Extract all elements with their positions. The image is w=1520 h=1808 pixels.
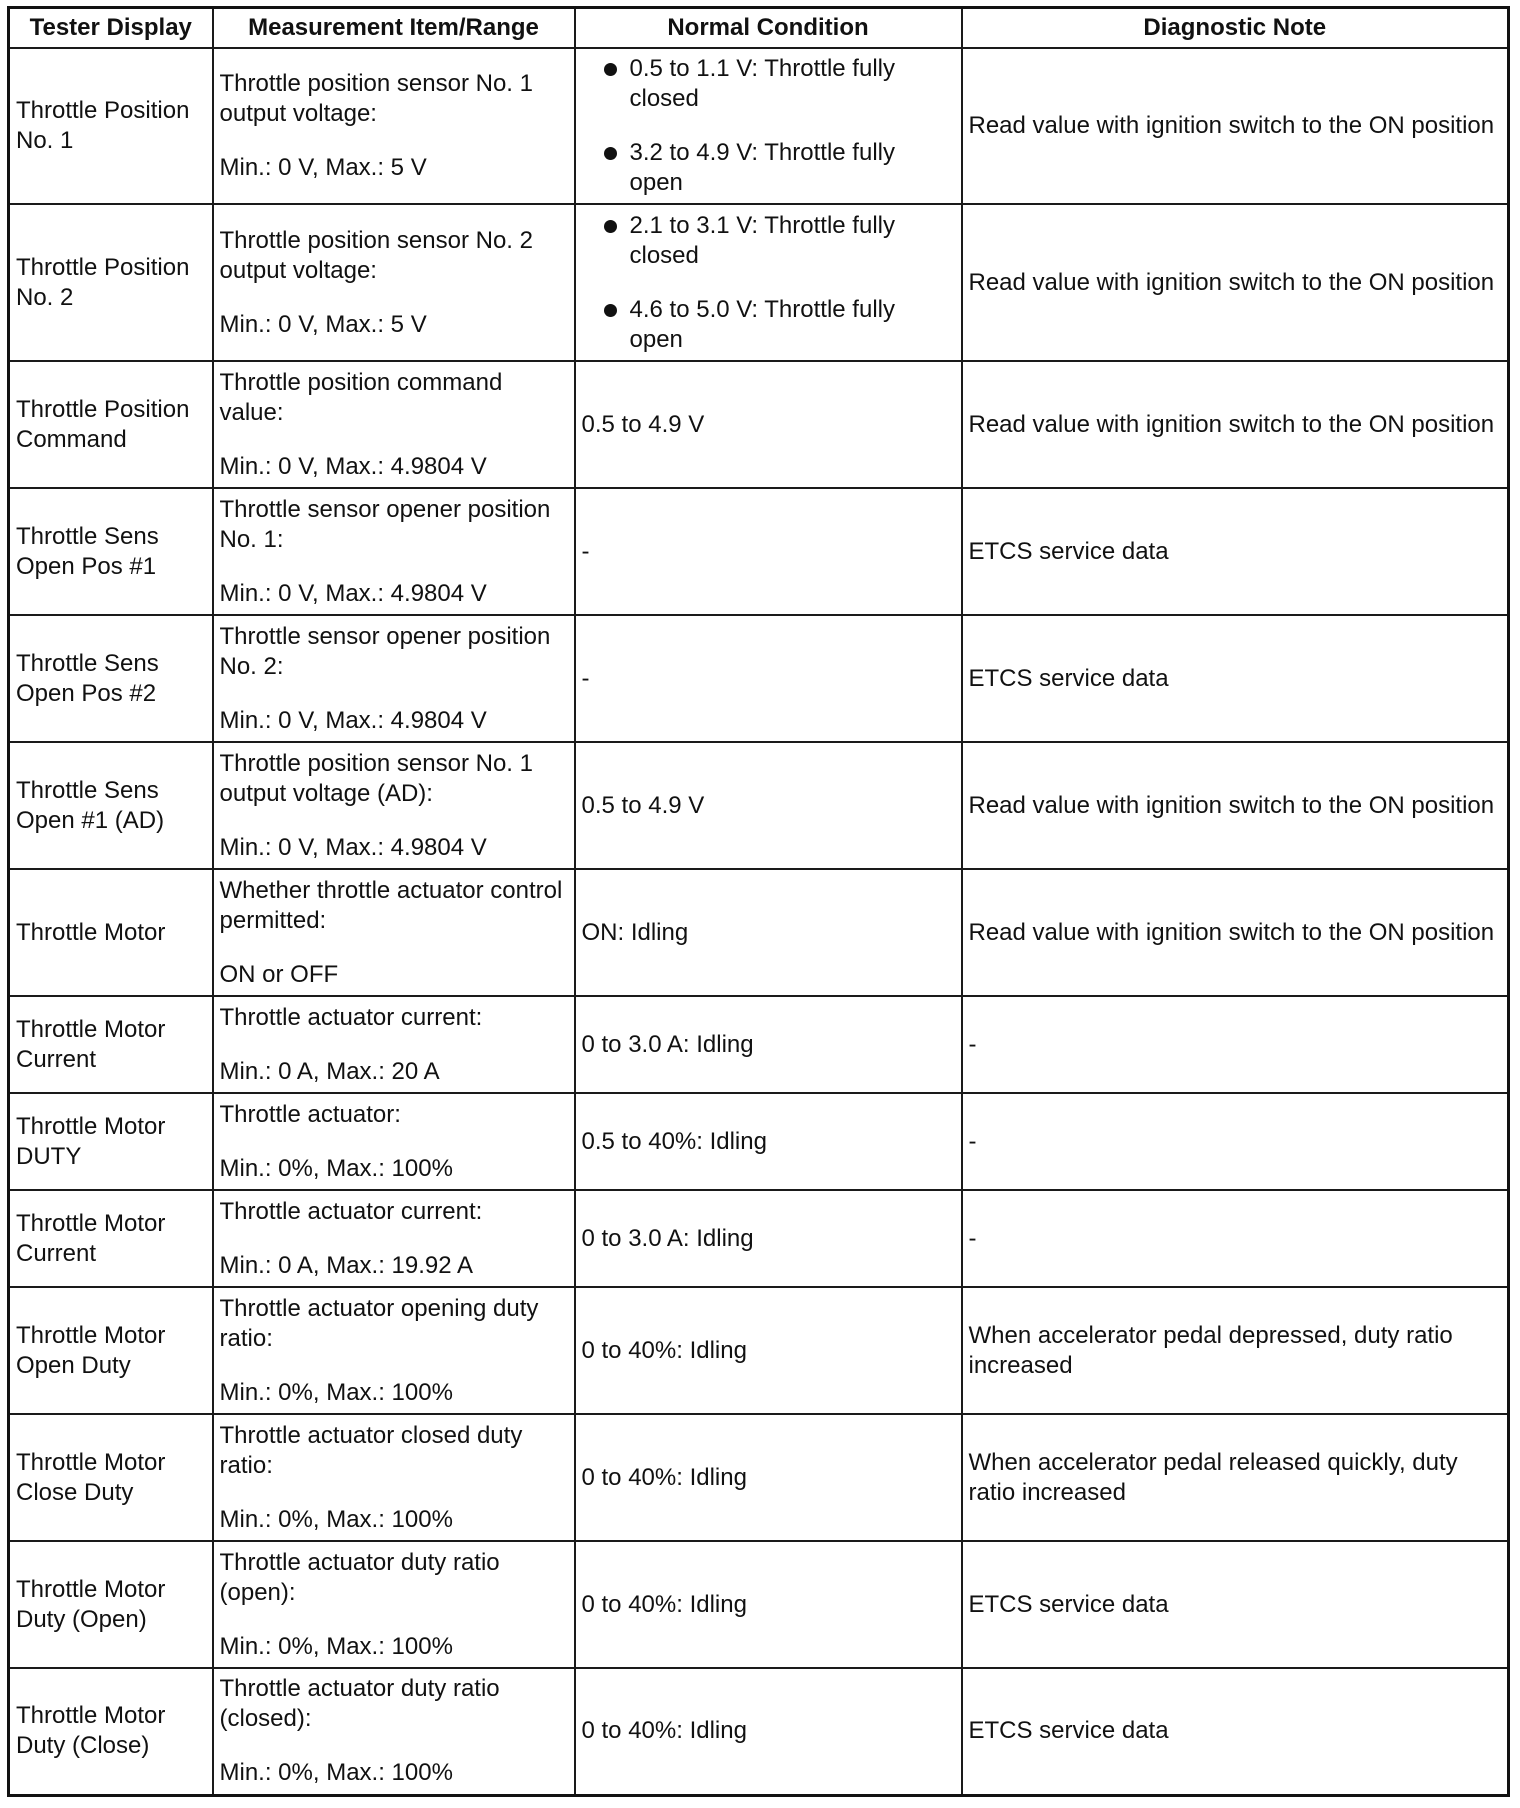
header-row <box>9 8 1509 49</box>
diagnostic-note-cell: ETCS service data <box>962 1541 1509 1668</box>
measurement-cell <box>213 1190 575 1287</box>
normal-condition-cell: - <box>575 615 962 742</box>
diagnostic-note-cell: Read value with ignition switch to the ON position <box>962 742 1509 869</box>
normal-condition-cell: 0 to 40%: Idling <box>575 1414 962 1541</box>
measurement-item: Throttle sensor opener position No. 1: <box>219 495 551 553</box>
measurement-item: Throttle actuator: <box>219 1100 401 1128</box>
normal-condition-cell: 0.5 to 40%: Idling <box>575 1093 962 1190</box>
measurement-range: Min.: 0%, Max.: 100% <box>219 1632 453 1660</box>
header-normal-condition: Normal Condition <box>575 8 962 49</box>
measurement-cell <box>213 1287 575 1414</box>
measurement-range: Min.: 0%, Max.: 100% <box>219 1154 453 1182</box>
measurement-range: Min.: 0 V, Max.: 4.9804 V <box>219 452 487 480</box>
measurement-item: Throttle sensor opener position No. 2: <box>219 622 551 680</box>
measurement-cell <box>213 1541 575 1668</box>
measurement-item: Throttle actuator current: <box>219 1197 483 1225</box>
diagnostic-note-cell: When accelerator pedal released quickly, duty ratio increased <box>962 1414 1509 1541</box>
measurement-item: Throttle position command value: <box>219 368 503 426</box>
diagnostic-note-cell: ETCS service data <box>962 488 1509 615</box>
normal-condition-cell: ON: Idling <box>575 869 962 996</box>
tester-display-cell: Throttle Position No. 2 <box>9 204 213 361</box>
measurement-range: Min.: 0 A, Max.: 19.92 A <box>219 1251 473 1279</box>
diagnostic-note-cell: - <box>962 1093 1509 1190</box>
table-row <box>9 996 1509 1093</box>
measurement-cell <box>213 1093 575 1190</box>
table-row <box>9 204 1509 361</box>
bullet-icon <box>604 147 617 160</box>
measurement-range: Min.: 0%, Max.: 100% <box>219 1378 453 1406</box>
normal-condition-cell: 0 to 3.0 A: Idling <box>575 996 962 1093</box>
measurement-item: Throttle actuator duty ratio (open): <box>219 1548 500 1606</box>
normal-condition-cell: 0 to 40%: Idling <box>575 1668 962 1795</box>
normal-condition-cell: 0.5 to 4.9 V <box>575 361 962 488</box>
measurement-item: Throttle position sensor No. 1 output voltage (AD): <box>219 749 533 807</box>
tester-display-cell: Throttle Motor Close Duty <box>9 1414 213 1541</box>
measurement-item: Throttle actuator closed duty ratio: <box>219 1421 523 1479</box>
data-list-table <box>7 6 1510 1797</box>
tester-display-cell: Throttle Position Command <box>9 361 213 488</box>
tester-display-cell: Throttle Motor Duty (Open) <box>9 1541 213 1668</box>
measurement-cell <box>213 615 575 742</box>
measurement-cell <box>213 361 575 488</box>
measurement-item: Throttle position sensor No. 2 output voltage: <box>219 226 533 284</box>
measurement-cell <box>213 204 575 361</box>
header-diagnostic-note: Diagnostic Note <box>962 8 1509 49</box>
measurement-range: Min.: 0 V, Max.: 4.9804 V <box>219 579 487 607</box>
measurement-item: Throttle actuator current: <box>219 1003 483 1031</box>
measurement-cell <box>213 48 575 204</box>
normal-condition-cell <box>575 204 962 361</box>
tester-display-cell: Throttle Motor Open Duty <box>9 1287 213 1414</box>
measurement-range: Min.: 0 V, Max.: 5 V <box>219 310 427 338</box>
measurement-cell <box>213 869 575 996</box>
table-row <box>9 869 1509 996</box>
diagnostic-note-cell: Read value with ignition switch to the ON position <box>962 361 1509 488</box>
measurement-cell <box>213 488 575 615</box>
measurement-cell <box>213 1668 575 1795</box>
diagnostic-note-cell: Read value with ignition switch to the ON position <box>962 204 1509 361</box>
measurement-range: Min.: 0 V, Max.: 5 V <box>219 154 427 181</box>
measurement-item: Whether throttle actuator control permitted: <box>219 876 563 934</box>
condition-item: 2.1 to 3.1 V: Throttle fully closed <box>582 211 955 271</box>
bullet-icon <box>604 220 617 233</box>
tester-display-cell: Throttle Motor DUTY <box>9 1093 213 1190</box>
table-row <box>9 1541 1509 1668</box>
normal-condition-cell: 0 to 40%: Idling <box>575 1541 962 1668</box>
measurement-item: Throttle position sensor No. 1 output voltage: <box>219 70 533 127</box>
tester-display-cell: Throttle Position No. 1 <box>9 48 213 204</box>
condition-list <box>582 54 955 198</box>
measurement-cell <box>213 996 575 1093</box>
condition-item: 4.6 to 5.0 V: Throttle fully open <box>582 295 955 355</box>
measurement-range: Min.: 0 V, Max.: 4.9804 V <box>219 706 487 734</box>
normal-condition-cell: 0.5 to 4.9 V <box>575 742 962 869</box>
header-measurement-item: Measurement Item/Range <box>213 8 575 49</box>
measurement-cell <box>213 742 575 869</box>
measurement-item: Throttle actuator duty ratio (closed): <box>219 1675 500 1733</box>
header-tester-display: Tester Display <box>9 8 213 49</box>
measurement-range: Min.: 0%, Max.: 100% <box>219 1505 453 1533</box>
tester-display-cell: Throttle Sens Open Pos #2 <box>9 615 213 742</box>
table-row <box>9 742 1509 869</box>
table-row <box>9 1414 1509 1541</box>
measurement-range: Min.: 0%, Max.: 100% <box>219 1759 453 1787</box>
table-row <box>9 488 1509 615</box>
table-row <box>9 615 1509 742</box>
tester-display-cell: Throttle Motor <box>9 869 213 996</box>
table-row <box>9 361 1509 488</box>
bullet-icon <box>604 304 617 317</box>
normal-condition-cell: 0 to 40%: Idling <box>575 1287 962 1414</box>
diagnostic-note-cell: ETCS service data <box>962 1668 1509 1795</box>
measurement-range: Min.: 0 V, Max.: 4.9804 V <box>219 833 487 861</box>
normal-condition-cell: - <box>575 488 962 615</box>
diagnostic-note-cell: When accelerator pedal depressed, duty ratio increased <box>962 1287 1509 1414</box>
tester-display-cell: Throttle Motor Current <box>9 1190 213 1287</box>
diagnostic-note-cell: Read value with ignition switch to the ON position <box>962 48 1509 204</box>
diagnostic-note-cell: Read value with ignition switch to the ON position <box>962 869 1509 996</box>
table-row <box>9 48 1509 204</box>
measurement-cell <box>213 1414 575 1541</box>
tester-display-cell: Throttle Motor Duty (Close) <box>9 1668 213 1795</box>
normal-condition-cell: 0 to 3.0 A: Idling <box>575 1190 962 1287</box>
diagnostic-note-cell: - <box>962 996 1509 1093</box>
tester-display-cell: Throttle Sens Open #1 (AD) <box>9 742 213 869</box>
table-row <box>9 1093 1509 1190</box>
table-row <box>9 1190 1509 1287</box>
tester-display-cell: Throttle Sens Open Pos #1 <box>9 488 213 615</box>
condition-item: 3.2 to 4.9 V: Throttle fully open <box>582 138 955 198</box>
diagnostic-note-cell: - <box>962 1190 1509 1287</box>
condition-list <box>582 211 955 355</box>
diagnostic-note-cell: ETCS service data <box>962 615 1509 742</box>
measurement-item: Throttle actuator opening duty ratio: <box>219 1294 539 1352</box>
condition-item: 0.5 to 1.1 V: Throttle fully closed <box>582 54 955 114</box>
bullet-icon <box>604 63 617 76</box>
measurement-range: ON or OFF <box>219 960 339 988</box>
table-row <box>9 1287 1509 1414</box>
table-row <box>9 1668 1509 1795</box>
tester-display-cell: Throttle Motor Current <box>9 996 213 1093</box>
normal-condition-cell <box>575 48 962 204</box>
measurement-range: Min.: 0 A, Max.: 20 A <box>219 1057 440 1085</box>
